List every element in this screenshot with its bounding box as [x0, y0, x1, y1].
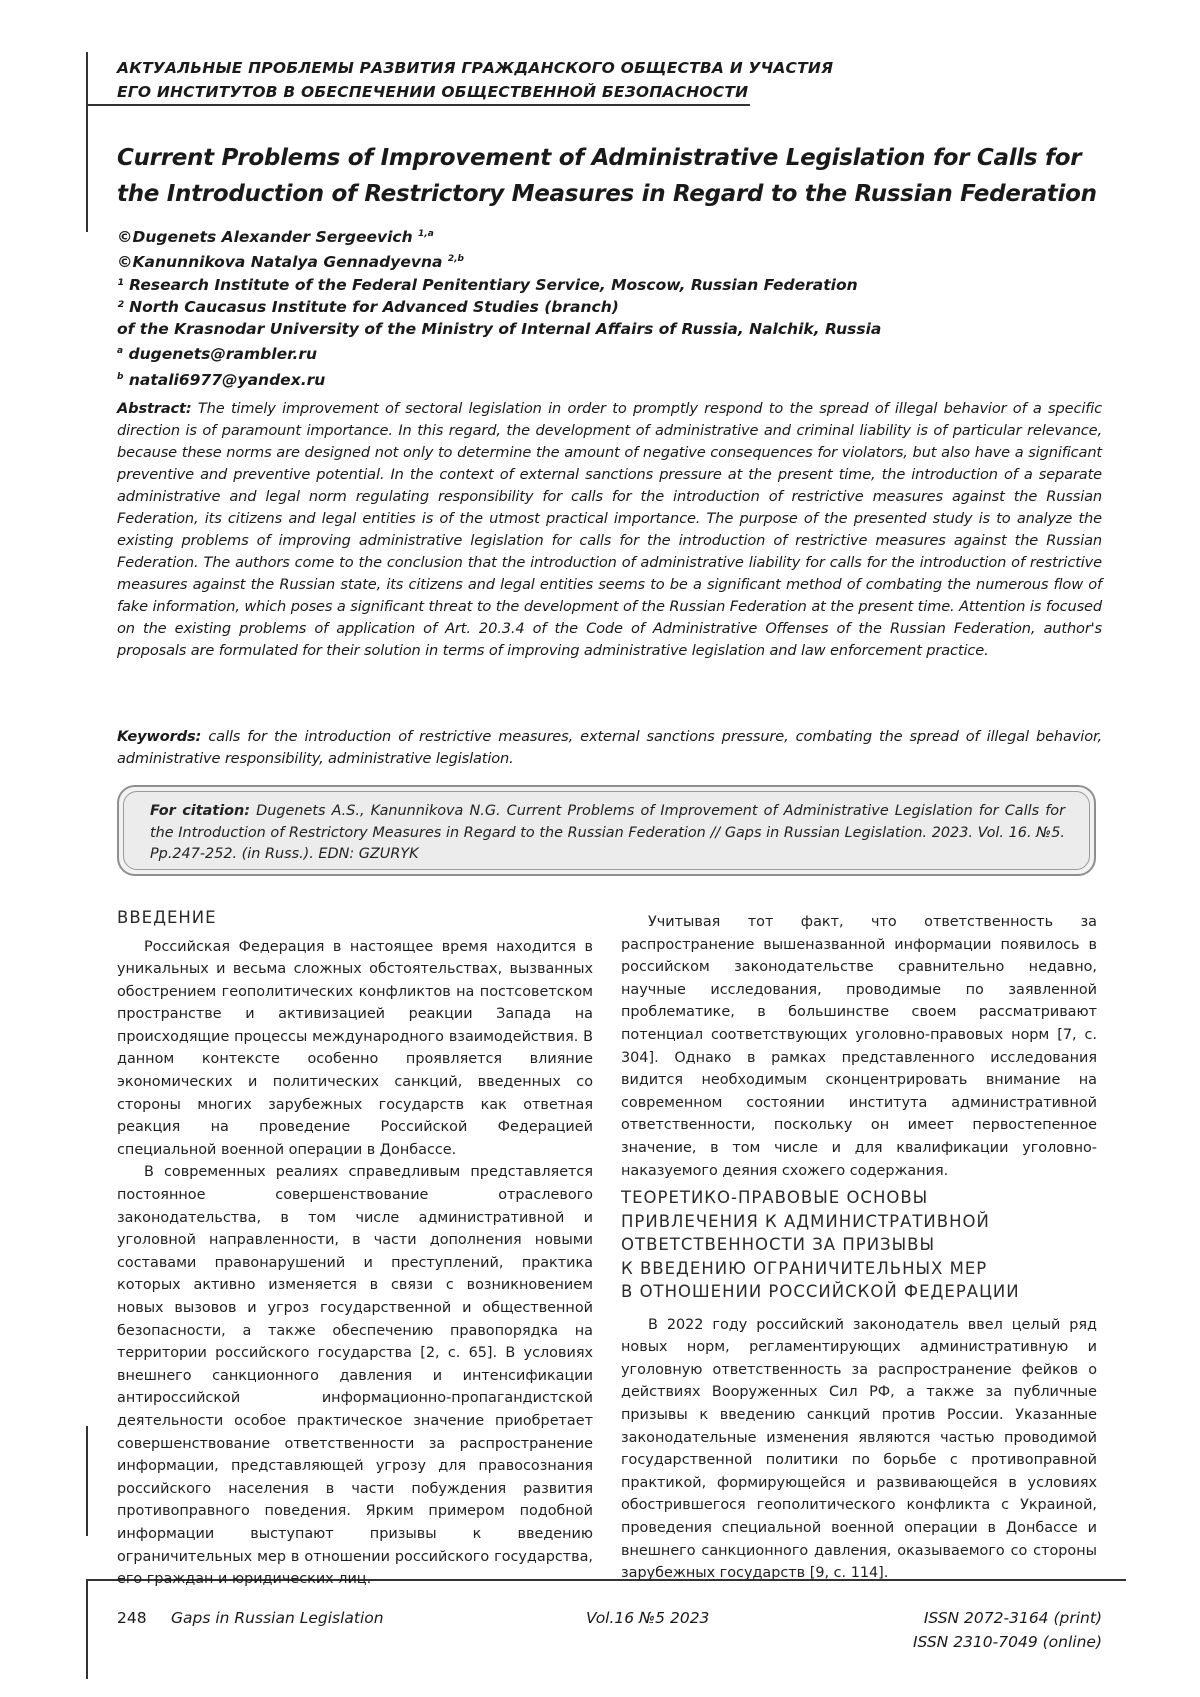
paragraph-2: В современных реалиях справедливым представляется постоянное совершенствование отраслевого законодательства, в том числе административной и уголовной направленности, в части дополнения новыми составами правонарушений и преступлений, практика которых активно изменяется в связи с возникновением новых вызовов и угроз государственной и общественной безопасности, а также обеспечению правопорядка на территории российского государства [2, с. 65]. В условиях внешнего санкционного давления и интенсификации антироссийской информационно-пропагандистской деятельности особое практическое значение приобретает совершенствование ответственности за распространение информации, представляющей угрозу для правосознания российского населения в части побуждения развития противоправного поведения. Ярким примером подобной информации выступают призывы к введению ограничительных мер в отношении российского государства, его граждан и юридических лиц. — [117, 1164, 593, 1588]
email-b — [117, 366, 1117, 391]
article-title-line-1: Current Problems of Improvement of Administrative Legislation for Calls for — [117, 145, 1082, 171]
issn-online: ISSN 2310-7049 (online) — [912, 1633, 1102, 1651]
intro-heading: ВВЕДЕНИЕ — [117, 908, 217, 927]
section-header-line-1: АКТУАЛЬНЫЕ ПРОБЛЕМЫ РАЗВИТИЯ ГРАЖДАНСКОГО ОБЩЕСТВА И УЧАСТИЯ — [117, 59, 834, 77]
paragraph-3: Учитывая тот факт, что ответственность за распространение вышеназванной информации появилось в российском законодательстве сравнительно недавно, научные исследования, проводимые по заявленной проблематике, в большинстве своем рассматривают потенциал соответствующих уголовно-правовых норм [7, с. 304]. Однако в рамках представленного исследования видится необходимым сконцентрировать внимание на современном состоянии института административной ответственности, поскольку он имеет первостепенное значение, в том числе и для квалификации уголовно-наказуемого деяния схожего содержания. — [621, 914, 1097, 1179]
keywords-label: Keywords: — [117, 728, 202, 745]
section-2-heading-line-4: К ВВЕДЕНИЮ ОГРАНИЧИТЕЛЬНЫХ МЕР — [621, 1258, 988, 1278]
issn-print: ISSN 2072-3164 (print) — [923, 1609, 1102, 1627]
section-2-heading-line-5: В ОТНОШЕНИИ РОССИЙСКОЙ ФЕДЕРАЦИИ — [621, 1282, 1020, 1302]
citation-inner — [123, 791, 1090, 870]
section-header — [117, 56, 834, 104]
author-block — [117, 223, 1117, 391]
section-header-line-2: ЕГО ИНСТИТУТОВ В ОБЕСПЕЧЕНИИ ОБЩЕСТВЕННОЙ БЕЗОПАСНОСТИ — [117, 83, 749, 101]
left-column — [117, 906, 593, 1591]
top-vertical-rule — [86, 52, 88, 232]
paragraph-4: В 2022 году российский законодатель ввел целый ряд новых норм, регламентирующих административную и уголовную ответственность за распространение фейков о действиях Вооруженных Сил РФ, а также за публичные призывы к введению санкций против России. Указанные законодательные изменения являются частью проводимой государственной политики по борьбе с противоправной практикой, формирующейся и развивающейся в условиях обострившегося геополитического конфликта с Украиной, проведения специальной военной операции в Донбассе и внешнего санкционного давления, оказываемого со стороны зарубежных государств [9, с. 114]. — [621, 1316, 1097, 1582]
email-b-sup: b — [117, 371, 124, 382]
abstract-text: The timely improvement of sectoral legislation in order to promptly respond to the spread of illegal behavior of a specific direction is of paramount importance. In this regard, the development of administrative and criminal liability is of particular relevance, because these norms are designed not only to determine the amount of negative consequences for violators, but also have a significant preventive and preventive potential. In the context of external sanctions pressure at the present time, the introduction of a separate administrative and legal norm regulating responsibility for calls for the introduction of restrictive measures against the Russian Federation, its citizens and legal entities is of the utmost practical importance. The purpose of the presented study is to analyze the existing problems of improving administrative legislation for calls for the introduction of restrictive measures against the Russian Federation. The authors come to the conclusion that the introduction of administrative liability for calls for the introduction of restrictive measures against the Russian state, its citizens and legal entities seems to be a significant method of combating the numerous flow of fake information, which poses a significant threat to the development of the Russian Federation at the present time. Attention is focused on the existing problems of application of Art. 20.3.4 of the Code of Administrative Offenses of the Russian Federation, author's proposals are formulated for their solution in terms of improving administrative legislation and law enforcement practice. — [117, 400, 1102, 659]
section-2-heading-line-2: ПРИВЛЕЧЕНИЯ К АДМИНИСТРАТИВНОЙ — [621, 1211, 990, 1231]
email-a-sup: a — [117, 346, 124, 357]
author-1-name: ©Dugenets Alexander Sergeevich — [117, 228, 413, 247]
page-footer — [117, 1606, 1102, 1656]
journal-name: Gaps in Russian Legislation — [171, 1609, 384, 1627]
email-a — [117, 340, 1117, 365]
author-1-sup: 1,a — [418, 229, 434, 239]
author-2 — [117, 248, 1117, 273]
author-1 — [117, 223, 1117, 248]
volume-info: Vol.16 №5 2023 — [586, 1609, 710, 1627]
middle-vertical-rule — [86, 1426, 88, 1536]
section-2-heading — [621, 1186, 1097, 1304]
abstract-label: Abstract: — [117, 400, 192, 417]
footer-vertical-rule — [86, 1579, 88, 1679]
affiliation-2-cont: of the Krasnodar University of the Ministry of Internal Affairs of Russia, Nalchik, Russia — [117, 320, 882, 339]
page-number: 248 — [117, 1609, 147, 1627]
affiliation-1: ¹ Research Institute of the Federal Penitentiary Service, Moscow, Russian Federation — [117, 275, 858, 294]
citation-box — [117, 785, 1096, 876]
section-2-heading-line-3: ОТВЕТСТВЕННОСТИ ЗА ПРИЗЫВЫ — [621, 1235, 936, 1255]
affiliation-2: ² North Caucasus Institute for Advanced Studies (branch) — [117, 297, 619, 316]
header-rule — [86, 104, 750, 106]
article-title-line-2: the Introduction of Restrictory Measures in Regard to the Russian Federation — [117, 181, 1097, 207]
abstract — [117, 398, 1102, 662]
article-title — [117, 140, 1117, 212]
right-column — [621, 911, 1097, 1585]
author-2-sup: 2,b — [447, 254, 464, 265]
section-2-heading-line-1: ТЕОРЕТИКО-ПРАВОВЫЕ ОСНОВЫ — [621, 1188, 929, 1208]
paragraph-1: Российская Федерация в настоящее время находится в уникальных и весьма сложных обстоятельствах, вызванных обострением геополитических конфликтов на постсоветском пространстве и активизацией реакции Запада на происходящие процессы международного взаимодействия. В данном контексте особенно проявляется влияние экономических и политических санкций, введенных со стороны многих зарубежных государств как ответная реакция на проведение Российской Федерацией специальной военной операции в Донбассе. — [117, 938, 593, 1158]
email-b-link[interactable]: natali6977@yandex.ru — [128, 370, 326, 389]
citation-label: For citation: — [150, 803, 251, 819]
keywords-text: calls for the introduction of restrictive measures, external sanctions pressure, combating the spread of illegal behavior, administrative responsibility, administrative legislation. — [117, 728, 1102, 767]
issn-block — [913, 1606, 1102, 1654]
citation-text: Dugenets A.S., Kanunnikova N.G. Current Problems of Improvement of Administrative Legislation for Calls for the Introduction of Restrictory Measures in Regard to the Russian Federation // Gaps in Russian Legislation. 2023. Vol. 16. №5. Pp.247-252. (in Russ.). EDN: GZURYK — [150, 803, 1065, 862]
email-a-link[interactable]: dugenets@rambler.ru — [128, 345, 318, 364]
keywords — [117, 726, 1102, 770]
author-2-name: ©Kanunnikova Natalya Gennadyevna — [117, 253, 443, 272]
